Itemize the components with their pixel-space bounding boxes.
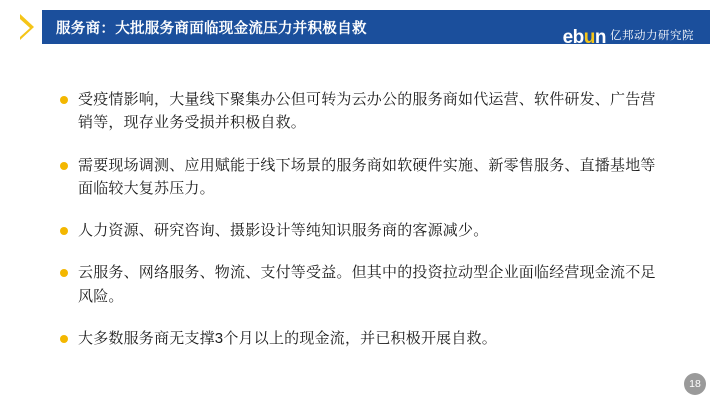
slide-header <box>10 10 710 48</box>
list-item <box>60 327 670 350</box>
list-item-text: 需要现场调测、应用赋能于线下场景的服务商如软硬件实施、新零售服务、直播基地等面临较大复苏压力。 <box>78 156 656 197</box>
page-title: 服务商：大批服务商面临现金流压力并积极自救 <box>56 20 367 37</box>
list-item <box>60 154 670 201</box>
list-item <box>60 219 670 242</box>
brand-logo <box>563 22 694 52</box>
bullet-dot-icon <box>60 96 68 104</box>
list-item <box>60 88 670 135</box>
list-item-text: 受疫情影响，大量线下聚集办公但可转为云办公的服务商如代运营、软件研发、广告营销等，现存业务受损并积极自救。 <box>78 91 656 132</box>
bullet-dot-icon <box>60 335 68 343</box>
list-item-text: 大多数服务商无支撑3个月以上的现金流，并已积极开展自救。 <box>78 329 497 347</box>
bullet-list <box>60 88 670 350</box>
list-item-text: 人力资源、研究咨询、摄影设计等纯知识服务商的客源减少。 <box>78 222 489 239</box>
bullet-dot-icon <box>60 162 68 170</box>
brand-mark <box>563 28 606 47</box>
brand-name: 亿邦动力研究院 <box>610 29 694 42</box>
brand-mark-dot: u <box>583 26 595 48</box>
bullet-dot-icon <box>60 227 68 235</box>
page-number-badge: 18 <box>684 373 706 395</box>
bullet-dot-icon <box>60 269 68 277</box>
header-bar <box>42 10 710 48</box>
brand-mark-right: n <box>594 26 606 48</box>
list-item-text: 云服务、网络服务、物流、支付等受益。但其中的投资拉动型企业面临经营现金流不足风险。 <box>78 264 656 305</box>
brand-mark-left: eb <box>562 26 584 48</box>
list-item <box>60 261 670 308</box>
